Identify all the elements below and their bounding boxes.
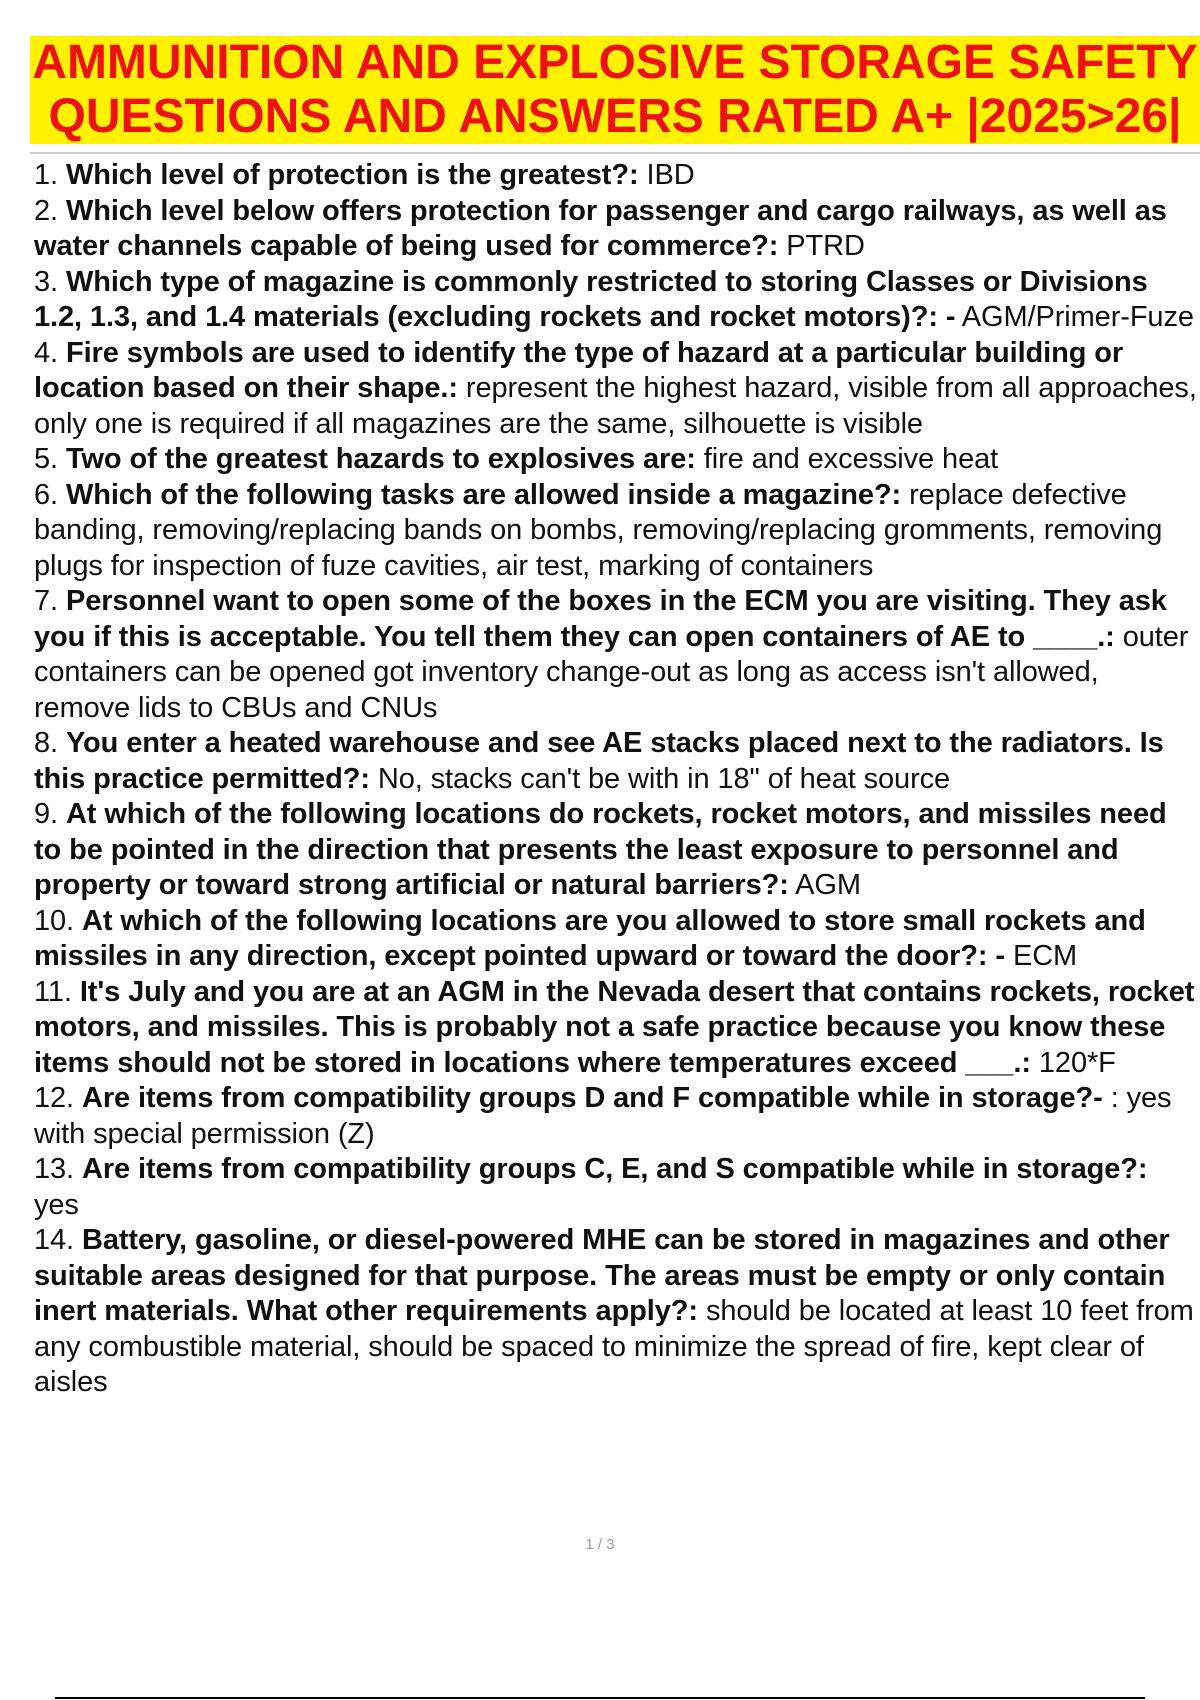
qa-item bbox=[34, 797, 1200, 904]
item-number: 8. bbox=[34, 727, 58, 759]
qa-item bbox=[34, 726, 1200, 797]
answer-text: yes bbox=[34, 1188, 79, 1221]
qa-item bbox=[34, 478, 1200, 585]
answer-text: PTRD bbox=[786, 230, 865, 262]
question-text: Which level of protection is the greatest?: bbox=[65, 159, 639, 191]
answer-text: AGM bbox=[795, 869, 861, 901]
qa-item bbox=[34, 158, 1200, 194]
item-number: 14. bbox=[34, 1224, 75, 1256]
qa-item bbox=[34, 442, 1200, 478]
item-number: 10. bbox=[34, 904, 75, 937]
item-number: 1. bbox=[34, 159, 58, 191]
question-text: Personnel want to open some of the boxes in the ECM you are visiting. They ask you if this is acceptable. You tell them they can open containers of AE to ____.: bbox=[34, 585, 1167, 653]
question-text: Which level below offers protection for passenger and cargo railways, as well as water channels capable of being used for commerce?: bbox=[34, 194, 1167, 262]
item-number: 11. bbox=[34, 975, 72, 1008]
question-text: Battery, gasoline, or diesel-powered MHE can be stored in magazines and other suitable areas designed for that purpose. The areas must be empty or only contain inert materials. What other requirements apply?: bbox=[34, 1224, 1170, 1327]
answer-text: represent the highest hazard, visible from all approaches, only one is required if all magazines are the same, silhouette is visible bbox=[34, 372, 1197, 440]
question-text: Which type of magazine is commonly restricted to storing Classes or Divisions 1.2, 1.3, and 1.4 materials (excluding rockets and rocket motors)?: - bbox=[34, 265, 1148, 333]
question-text: Are items from compatibility groups D and F compatible while in storage?- bbox=[81, 1082, 1103, 1114]
item-number: 13. bbox=[34, 1153, 75, 1185]
qa-item bbox=[34, 1152, 1200, 1223]
document-title bbox=[30, 36, 1200, 144]
answer-text: outer containers can be opened got inventory change-out as long as access isn't allowed, remove lids to CBUs and CNUs bbox=[34, 620, 1189, 724]
answer-text: should be located at least 10 feet from any combustible material, should be spaced to minimize the spread of fire, kept clear of aisles bbox=[34, 1295, 1194, 1398]
qa-item bbox=[34, 1081, 1200, 1152]
question-text: You enter a heated warehouse and see AE stacks placed next to the radiators. Is this practice permitted?: bbox=[34, 727, 1164, 795]
qa-item bbox=[34, 975, 1200, 1082]
title-line-2: QUESTIONS AND ANSWERS RATED A+ |2025>26| bbox=[48, 90, 1182, 143]
answer-text: fire and excessive heat bbox=[703, 443, 999, 475]
qa-item bbox=[34, 584, 1200, 726]
question-text: Two of the greatest hazards to explosives are: bbox=[65, 443, 696, 475]
qa-list bbox=[34, 158, 1200, 1401]
item-number: 6. bbox=[34, 478, 58, 511]
question-text: Are items from compatibility groups C, E, and S compatible while in storage?: bbox=[81, 1153, 1148, 1185]
item-number: 9. bbox=[34, 798, 58, 830]
question-text: It's July and you are at an AGM in the Nevada desert that contains rockets, rocket motors, and missiles. This is probably not a safe practice because you know these items should not be stored in locations where temperatures exceed ___.: bbox=[34, 975, 1195, 1079]
answer-text: replace defective banding, removing/replacing bands on bombs, removing/replacing gromments, removing plugs for inspection of fuze cavities, air test, marking of containers bbox=[34, 478, 1163, 582]
page-bottom-rule bbox=[55, 1697, 1145, 1699]
qa-item bbox=[34, 1223, 1200, 1401]
qa-item bbox=[34, 265, 1200, 336]
item-number: 4. bbox=[34, 336, 58, 369]
title-line-1: AMMUNITION AND EXPLOSIVE STORAGE SAFETY bbox=[32, 36, 1198, 89]
question-text: At which of the following locations do rockets, rocket motors, and missiles need to be pointed in the direction that presents the least exposure to personnel and property or toward strong artificial or natural barriers?: bbox=[34, 798, 1167, 901]
answer-text: IBD bbox=[646, 159, 695, 191]
question-text: At which of the following locations are you allowed to store small rockets and missiles in any direction, except pointed upward or toward the door?: - bbox=[34, 904, 1146, 972]
answer-text: : yes with special permission (Z) bbox=[34, 1082, 1172, 1150]
answer-text: ECM bbox=[1012, 940, 1078, 972]
item-number: 5. bbox=[34, 443, 58, 475]
answer-text: AGM/Primer-Fuze bbox=[961, 301, 1194, 333]
question-text: Which of the following tasks are allowed inside a magazine?: bbox=[65, 478, 902, 511]
item-number: 12. bbox=[34, 1082, 75, 1114]
page-number: 1 / 3 bbox=[585, 1536, 615, 1553]
title-divider bbox=[30, 152, 1200, 154]
qa-item bbox=[34, 904, 1200, 975]
qa-item bbox=[34, 194, 1200, 265]
item-number: 3. bbox=[34, 265, 58, 298]
answer-text: No, stacks can't be with in 18" of heat source bbox=[377, 762, 951, 795]
question-text: Fire symbols are used to identify the type of hazard at a particular building or location based on their shape.: bbox=[34, 336, 1124, 404]
item-number: 2. bbox=[34, 194, 58, 227]
answer-text: 120*F bbox=[1038, 1046, 1116, 1079]
qa-item bbox=[34, 336, 1200, 443]
item-number: 7. bbox=[34, 585, 58, 617]
